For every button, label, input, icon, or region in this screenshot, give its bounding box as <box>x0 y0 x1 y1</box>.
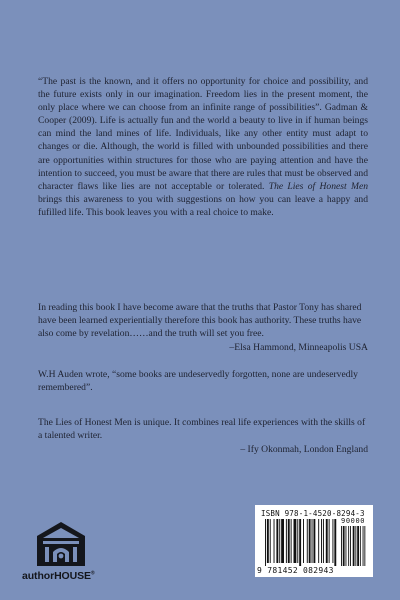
endorsement-hammond <box>38 301 368 354</box>
barcode-addon-digits: 90000 <box>341 517 366 525</box>
endorsement-text: In reading this book I have become aware that the truths that Pastor Tony has shared have been learned experientially therefore this book has authority. These truths have also come by revelation……and the truth will set you free. <box>38 302 362 340</box>
publisher-logo <box>22 520 100 582</box>
blurb-text-part1: “The past is the known, and it offers no opportunity for choice and possibility, and the future exists only in our imagination. Freedom lies in the present moment, the only place where we can choose from an infinite range of possibilities”. Gadman & Cooper (2009). Life is actually fun and the world a beauty to live in if human beings can mind the land mines of life. Individuals, like any other entity must adapt to changes or die. Although, the world is filled with unbounded possibilities and there are opportunities within structures for those who are paying attention and have the intention to succeed, you must be aware that there are rules that must be observed and character flaws like lies are not acceptable or tolerated. <box>38 76 368 192</box>
isbn-barcode <box>255 505 373 577</box>
barcode-digits: 9 781452 082943 <box>257 566 334 575</box>
blurb-text-part2: brings this awareness to you with suggestions on how you can leave a happy and fufilled life. This book leaves you with a real choice to make. <box>38 193 368 218</box>
endorsement-attribution: –Elsa Hammond, Minneapolis USA <box>229 342 368 354</box>
endorsement-okonmah <box>38 416 368 456</box>
endorsement-auden-quote <box>38 368 368 394</box>
endorsement-text: W.H Auden wrote, “some books are undeservedly forgotten, none are undeservedly remembered”. <box>38 369 358 394</box>
blurb-book-title: The Lies of Honest Men <box>268 180 369 192</box>
authorhouse-building-icon <box>33 520 89 568</box>
isbn-label: ISBN 978-1-4520-8294-3 <box>261 509 365 518</box>
endorsement-text: The Lies of Honest Men is unique. It combines real life experiences with the skills of a talented writer. <box>38 417 366 442</box>
publisher-wordmark: authorHOUSE® <box>22 570 95 582</box>
endorsement-attribution: – Ify Okonmah, London England <box>240 444 368 456</box>
back-cover-blurb <box>38 75 368 219</box>
